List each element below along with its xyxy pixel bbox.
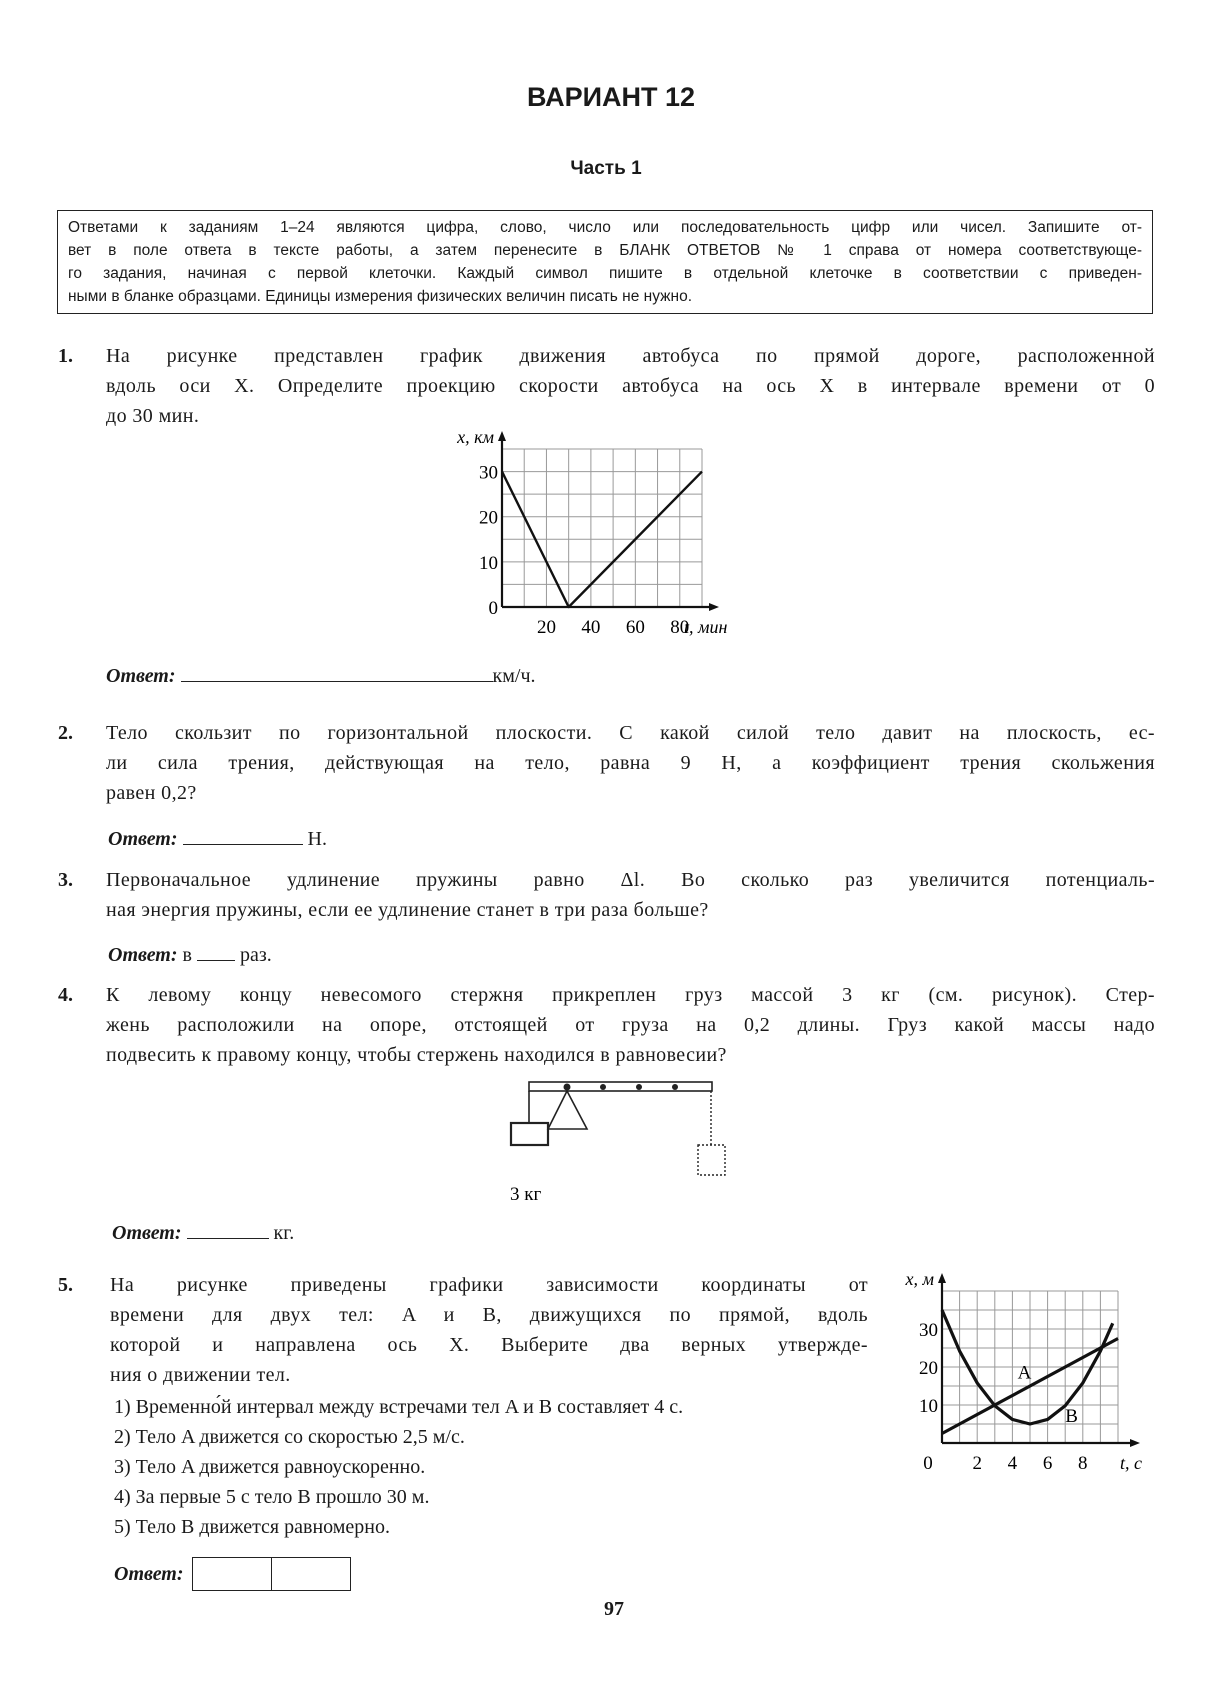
- y-tick-label: 30: [479, 462, 498, 484]
- y-tick-label: 10: [479, 552, 498, 574]
- y-axis-arrow-icon: [938, 1273, 946, 1283]
- y-tick-label: 20: [479, 507, 498, 529]
- answer-field[interactable]: [183, 826, 303, 845]
- answer-3: Ответ: в раз.: [108, 944, 272, 966]
- weight-label: 3 кг: [510, 1184, 542, 1205]
- question-text: до 30 мин.: [106, 405, 200, 427]
- answer-field[interactable]: [197, 942, 235, 961]
- x-tick-label: 40: [581, 617, 601, 638]
- question-text: вдоль оси X. Определите проекцию скорости автобуса на ось X в интервале времени от 0: [106, 375, 1155, 397]
- x-tick-label: 80: [670, 617, 690, 638]
- x-tick-label: 2: [972, 1453, 982, 1474]
- option-1: 1) Временно́й интервал между встречами тел A и B составляет 4 с.: [114, 1396, 684, 1418]
- question-text: К левому концу невесомого стержня прикреплен груз массой 3 кг (см. рисунок). Стер-: [106, 984, 1155, 1006]
- question-text: Тело скользит по горизонтальной плоскости. С какой силой тело давит на плоскость, ес-: [106, 722, 1155, 744]
- x-tick-label: 20: [536, 617, 556, 638]
- answer-unit: кг.: [273, 1222, 295, 1244]
- question-number: 1.: [58, 345, 73, 367]
- chart-bus-motion: [410, 425, 790, 645]
- series-label-B: B: [1065, 1406, 1078, 1428]
- answer-label: Ответ: [108, 828, 171, 850]
- y-axis-label: x, м: [905, 1269, 934, 1289]
- variant-title: ВАРИАНТ 12: [526, 82, 696, 112]
- question-3: [58, 865, 1155, 925]
- answer-cell-1[interactable]: [193, 1558, 272, 1590]
- x-tick-label: 4: [1007, 1453, 1018, 1474]
- options-list: [114, 1392, 683, 1542]
- question-text: которой и направлена ось X. Выберите два верных утвержде-: [110, 1334, 868, 1356]
- unknown-weight: [698, 1145, 725, 1175]
- x-axis-arrow-icon: [709, 603, 719, 611]
- instruction-line: го задания, начиная с первой клеточки. Каждый символ пишите в отдельной клеточке в соответствии с приведен-: [68, 265, 1142, 282]
- option-2: 2) Тело A движется со скоростью 2,5 м/с.: [114, 1426, 465, 1448]
- question-text: подвесить к правому концу, чтобы стержень находился в равновесии?: [106, 1044, 727, 1066]
- question-text: ния о движении тел.: [110, 1364, 291, 1386]
- y-axis-arrow-icon: [498, 431, 506, 441]
- x-tick-label: 6: [1042, 1453, 1053, 1474]
- question-text: жень расположили на опоре, отстоящей от груза на 0,2 длины. Груз какой массы надо: [106, 1014, 1155, 1036]
- question-text: времени для двух тел: A и B, движущихся по прямой, вдоль: [110, 1304, 868, 1326]
- y-axis-label: x, км: [457, 427, 494, 447]
- y-tick-label: 20: [919, 1358, 938, 1379]
- answer-cell-2[interactable]: [272, 1558, 350, 1590]
- pivot-mark: [564, 1084, 571, 1091]
- part-title: Часть 1: [570, 158, 642, 179]
- answer-2: Ответ: Н.: [108, 828, 327, 850]
- left-weight: [511, 1123, 548, 1145]
- x-tick-label: 0: [923, 1453, 933, 1474]
- x-axis-label: t, с: [1120, 1453, 1142, 1473]
- y-tick-label: 0: [488, 598, 498, 619]
- y-tick-label: 30: [919, 1320, 938, 1341]
- rod-mark: [672, 1084, 678, 1090]
- support-triangle: [548, 1091, 587, 1129]
- answer-prefix: в: [182, 944, 192, 966]
- chart-coordinate-vs-time: [880, 1260, 1180, 1475]
- answer-label: Ответ: [108, 944, 171, 966]
- question-text: На рисунке приведены графики зависимости координаты от: [110, 1274, 868, 1296]
- answer-field[interactable]: [187, 1220, 269, 1239]
- page-number: 97: [604, 1598, 624, 1620]
- option-3: 3) Тело A движется равноускоренно.: [114, 1456, 426, 1478]
- instruction-line: ными в бланке образцами. Единицы измерения физических величин писать не нужно.: [68, 288, 693, 305]
- answer-label: Ответ: [114, 1562, 177, 1585]
- answer-1: Ответ: км/ч.: [106, 665, 536, 687]
- question-2: [58, 718, 1155, 808]
- question-number: 4.: [58, 984, 73, 1006]
- answer-unit: км/ч.: [492, 665, 536, 687]
- instruction-line: Ответами к заданиям 1–24 являются цифра, слово, число или последовательность цифр или чисел. Запишите от-: [68, 219, 1142, 236]
- answer-4: Ответ: кг.: [112, 1222, 295, 1244]
- answer-label: Ответ: [112, 1222, 175, 1244]
- x-tick-label: 8: [1078, 1453, 1088, 1474]
- question-4: [58, 980, 1155, 1070]
- answer-5: Ответ:: [114, 1557, 351, 1591]
- option-5: 5) Тело B движется равномерно.: [114, 1516, 391, 1538]
- question-1: [58, 341, 1155, 431]
- option-4: 4) За первые 5 с тело B прошло 30 м.: [114, 1486, 430, 1508]
- question-number: 5.: [58, 1274, 73, 1296]
- question-number: 2.: [58, 722, 73, 744]
- x-axis-label: t, мин: [684, 617, 728, 637]
- question-text: Первоначальное удлинение пружины равно Δl. Во сколько раз увеличится потенциаль-: [106, 869, 1155, 891]
- instructions-box: [57, 210, 1153, 314]
- rod-mark: [636, 1084, 642, 1090]
- series-label-A: A: [1017, 1362, 1032, 1384]
- rod-mark: [600, 1084, 606, 1090]
- answer-unit: раз.: [240, 944, 272, 966]
- answer-label: Ответ: [106, 665, 169, 687]
- x-axis-arrow-icon: [1130, 1439, 1140, 1447]
- question-5: [58, 1270, 868, 1390]
- instruction-line: вет в поле ответа в тексте работы, а затем перенесите в БЛАНК ОТВЕТОВ № 1 справа от номера соответствующе-: [68, 242, 1142, 259]
- rod: [529, 1082, 712, 1091]
- question-text: ная энергия пружины, если ее удлинение станет в три раза больше?: [106, 899, 709, 921]
- x-tick-label: 60: [625, 617, 645, 638]
- question-text: ли сила трения, действующая на тело, равна 9 Н, а коэффициент трения скольжения: [106, 752, 1155, 774]
- answer-field[interactable]: [181, 663, 493, 682]
- lever-diagram: [500, 1075, 740, 1210]
- y-tick-label: 10: [919, 1396, 938, 1417]
- question-text: равен 0,2?: [106, 782, 197, 804]
- question-text: На рисунке представлен график движения автобуса по прямой дороге, расположенной: [106, 345, 1155, 367]
- question-number: 3.: [58, 869, 73, 891]
- answer-cells: [192, 1557, 351, 1591]
- answer-unit: Н.: [307, 828, 327, 850]
